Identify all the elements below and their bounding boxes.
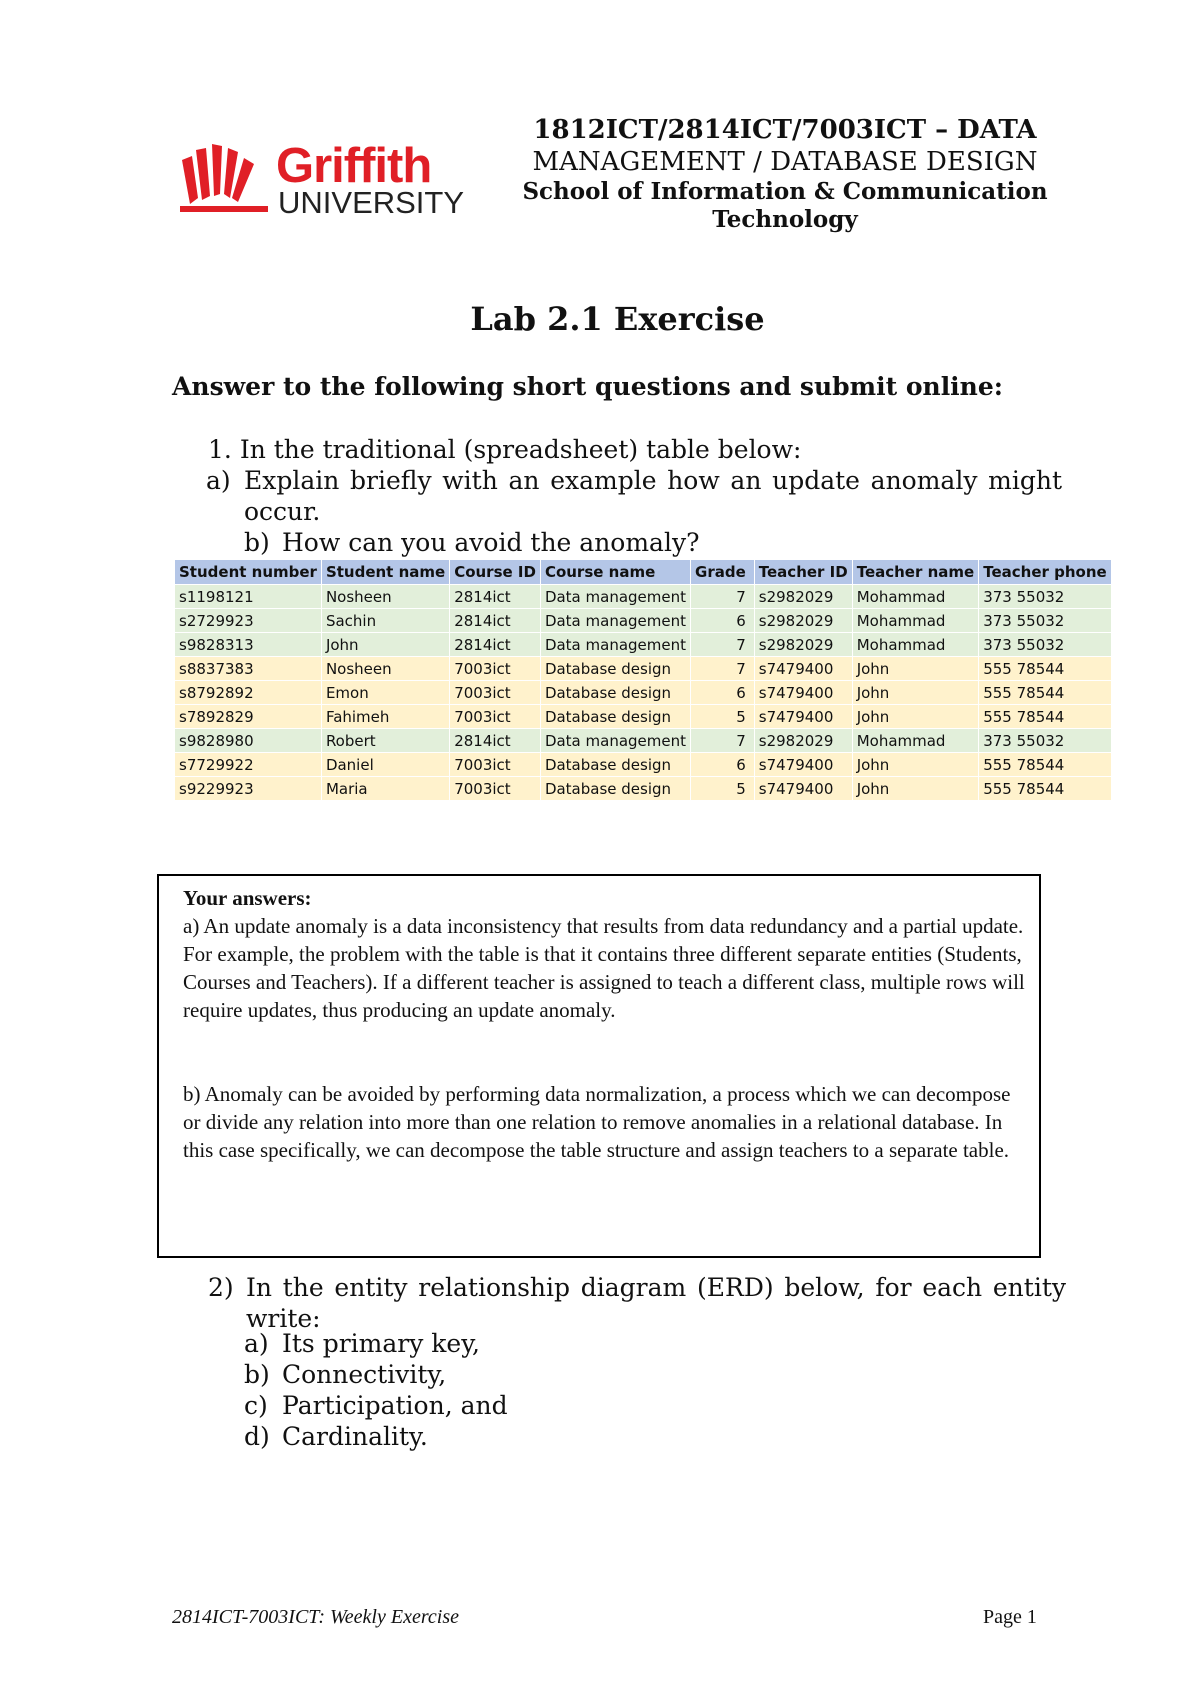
question-2-item bbox=[244, 1328, 508, 1359]
table-cell: 555 78544 bbox=[979, 681, 1111, 705]
table-cell: 6 bbox=[691, 753, 755, 777]
table-cell: Nosheen bbox=[321, 585, 449, 609]
question-1b-label: b) bbox=[244, 528, 270, 557]
question-2-item bbox=[244, 1390, 508, 1421]
question-1 bbox=[208, 434, 801, 465]
question-2-number: 2) bbox=[208, 1273, 234, 1302]
table-cell: s8792892 bbox=[175, 681, 321, 705]
question-1b-text: How can you avoid the anomaly? bbox=[282, 528, 700, 557]
logo-university: UNIVERSITY bbox=[278, 185, 465, 220]
question-2 bbox=[208, 1272, 1066, 1334]
table-cell: Daniel bbox=[321, 753, 449, 777]
course-code: 1812ICT/2814ICT/7003ICT – DATA bbox=[533, 115, 1037, 145]
table-cell: s7479400 bbox=[754, 753, 852, 777]
item-label: d) bbox=[244, 1422, 270, 1451]
column-header: Teacher name bbox=[852, 560, 979, 585]
answers-heading: Your answers: bbox=[183, 886, 312, 910]
column-header: Student number bbox=[175, 560, 321, 585]
column-header: Grade bbox=[691, 560, 755, 585]
table-cell: s9828980 bbox=[175, 729, 321, 753]
item-label: a) bbox=[244, 1329, 269, 1358]
table-cell: Data management bbox=[540, 633, 690, 657]
question-1a-label: a) bbox=[206, 466, 231, 495]
spreadsheet-table bbox=[175, 560, 1112, 800]
column-header: Student name bbox=[321, 560, 449, 585]
school-name: School of Information & Communication Technology bbox=[522, 178, 1048, 233]
table-cell: 555 78544 bbox=[979, 753, 1111, 777]
table-cell: s7479400 bbox=[754, 657, 852, 681]
table-cell: s7729922 bbox=[175, 753, 321, 777]
logo-wordmark: Griffith bbox=[276, 139, 432, 193]
table-cell: 7 bbox=[691, 585, 755, 609]
table-cell: 7003ict bbox=[450, 705, 541, 729]
table-cell: John bbox=[852, 657, 979, 681]
table-cell: Mohammad bbox=[852, 633, 979, 657]
table-cell: Data management bbox=[540, 729, 690, 753]
table-cell: s2982029 bbox=[754, 633, 852, 657]
table-cell: Mohammad bbox=[852, 585, 979, 609]
column-header: Teacher ID bbox=[754, 560, 852, 585]
table-header-row bbox=[175, 560, 1111, 585]
table-cell: John bbox=[852, 681, 979, 705]
table-cell: Sachin bbox=[321, 609, 449, 633]
table-cell: s9828313 bbox=[175, 633, 321, 657]
answer-b: b) Anomaly can be avoided by performing data normalization, a process which we can decompose or divide any relation into more than one relation to remove anomalies in a relational database. In this case specifically, we can decompose the table structure and assign teachers to a separate table. bbox=[183, 1082, 1011, 1162]
table-cell: 555 78544 bbox=[979, 777, 1111, 801]
table-cell: John bbox=[852, 777, 979, 801]
table-row bbox=[175, 729, 1111, 753]
table-cell: 2814ict bbox=[450, 729, 541, 753]
table-cell: 2814ict bbox=[450, 609, 541, 633]
question-2-item bbox=[244, 1359, 508, 1390]
column-header: Course name bbox=[540, 560, 690, 585]
table-cell: 373 55032 bbox=[979, 729, 1111, 753]
table-cell: John bbox=[321, 633, 449, 657]
table-cell: Mohammad bbox=[852, 729, 979, 753]
table-cell: 373 55032 bbox=[979, 633, 1111, 657]
table-cell: 7 bbox=[691, 633, 755, 657]
table-cell: Nosheen bbox=[321, 657, 449, 681]
table-cell: 373 55032 bbox=[979, 585, 1111, 609]
table-cell: 7003ict bbox=[450, 681, 541, 705]
question-1a bbox=[206, 465, 1062, 527]
table-cell: 2814ict bbox=[450, 633, 541, 657]
table-cell: 7 bbox=[691, 729, 755, 753]
question-2-item bbox=[244, 1421, 508, 1452]
footer-course: 2814ICT-7003ICT: Weekly Exercise bbox=[172, 1606, 459, 1628]
answers-box bbox=[157, 874, 1041, 1258]
question-1b bbox=[244, 527, 699, 558]
table-cell: 2814ict bbox=[450, 585, 541, 609]
table-row bbox=[175, 681, 1111, 705]
table-cell: 7 bbox=[691, 657, 755, 681]
table-cell: s2982029 bbox=[754, 609, 852, 633]
column-header: Teacher phone bbox=[979, 560, 1111, 585]
table-row bbox=[175, 705, 1111, 729]
question-1a-text: Explain briefly with an example how an update anomaly might occur. bbox=[244, 466, 1062, 526]
table-cell: Database design bbox=[540, 681, 690, 705]
instructions: Answer to the following short questions and submit online: bbox=[172, 372, 1003, 401]
table-cell: s7479400 bbox=[754, 705, 852, 729]
question-2-items bbox=[244, 1328, 508, 1452]
table-cell: 7003ict bbox=[450, 657, 541, 681]
item-text: Connectivity, bbox=[282, 1360, 447, 1389]
table-cell: Mohammad bbox=[852, 609, 979, 633]
table-cell: s2982029 bbox=[754, 729, 852, 753]
table-cell: 6 bbox=[691, 681, 755, 705]
item-label: b) bbox=[244, 1360, 270, 1389]
question-1-number: 1. bbox=[208, 435, 232, 464]
griffith-logo bbox=[178, 140, 478, 225]
question-2-text: In the entity relationship diagram (ERD) below, for each entity write: bbox=[246, 1273, 1066, 1333]
table-cell: s2982029 bbox=[754, 585, 852, 609]
item-text: Participation, and bbox=[282, 1391, 508, 1420]
item-label: c) bbox=[244, 1391, 268, 1420]
table-row bbox=[175, 657, 1111, 681]
table-cell: 555 78544 bbox=[979, 705, 1111, 729]
griffith-emblem-icon bbox=[178, 140, 274, 220]
table-row bbox=[175, 609, 1111, 633]
item-text: Its primary key, bbox=[282, 1329, 480, 1358]
table-cell: s9229923 bbox=[175, 777, 321, 801]
table-cell: 373 55032 bbox=[979, 609, 1111, 633]
table-cell: Emon bbox=[321, 681, 449, 705]
course-title: MANAGEMENT / DATABASE DESIGN bbox=[532, 147, 1038, 177]
page-title: Lab 2.1 Exercise bbox=[470, 300, 765, 338]
table-cell: Database design bbox=[540, 657, 690, 681]
table-row bbox=[175, 633, 1111, 657]
answer-a: a) An update anomaly is a data inconsistency that results from data redundancy and a partial update. For example, the problem with the table is that it contains three different separate entities (Students, Courses and Teachers). If a different teacher is assigned to teach a different class, multiple rows will require updates, thus producing an update anomaly. bbox=[183, 914, 1025, 1022]
table-cell: Robert bbox=[321, 729, 449, 753]
document-header bbox=[505, 114, 1065, 234]
table-cell: Database design bbox=[540, 753, 690, 777]
table-row bbox=[175, 753, 1111, 777]
question-1-text: In the traditional (spreadsheet) table below: bbox=[239, 435, 802, 464]
table-cell: 7003ict bbox=[450, 777, 541, 801]
table-row bbox=[175, 777, 1111, 801]
table-cell: s7479400 bbox=[754, 681, 852, 705]
table-cell: Fahimeh bbox=[321, 705, 449, 729]
table-cell: Database design bbox=[540, 777, 690, 801]
table-cell: John bbox=[852, 705, 979, 729]
table-cell: 5 bbox=[691, 705, 755, 729]
table-cell: Maria bbox=[321, 777, 449, 801]
table-cell: s7479400 bbox=[754, 777, 852, 801]
page-number: Page 1 bbox=[983, 1606, 1037, 1628]
table-cell: 7003ict bbox=[450, 753, 541, 777]
table-cell: Data management bbox=[540, 609, 690, 633]
table-cell: s7892829 bbox=[175, 705, 321, 729]
table-cell: 555 78544 bbox=[979, 657, 1111, 681]
column-header: Course ID bbox=[450, 560, 541, 585]
table-cell: John bbox=[852, 753, 979, 777]
table-row bbox=[175, 585, 1111, 609]
table-cell: 6 bbox=[691, 609, 755, 633]
table-cell: s8837383 bbox=[175, 657, 321, 681]
item-text: Cardinality. bbox=[282, 1422, 428, 1451]
table-cell: s2729923 bbox=[175, 609, 321, 633]
table-cell: Database design bbox=[540, 705, 690, 729]
table-cell: s1198121 bbox=[175, 585, 321, 609]
table-cell: Data management bbox=[540, 585, 690, 609]
table-cell: 5 bbox=[691, 777, 755, 801]
